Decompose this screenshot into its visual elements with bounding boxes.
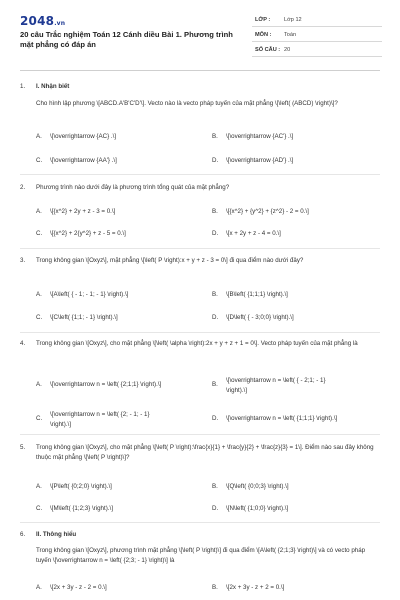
- option-text: \[\overrightarrow n = \left( {2;1;1} \right).\]: [50, 381, 162, 388]
- option-text: \[x + 2y + z - 4 = 0.\]: [226, 230, 281, 237]
- meta-key: LỚP :: [255, 17, 271, 23]
- option-text: \[A\left( { - 1; - 1; - 1} \right).\]: [50, 291, 129, 298]
- question-number: 1.: [20, 83, 26, 90]
- meta-row-grade: [252, 12, 382, 27]
- meta-row-question-count: [252, 42, 382, 57]
- option-label: B.: [212, 381, 218, 388]
- question-number: 4.: [20, 340, 26, 347]
- option-text: \[P\left( {0;2;0} \right).\]: [50, 483, 112, 490]
- option-label: C.: [36, 314, 43, 321]
- question-number: 3.: [20, 257, 26, 264]
- option-text: \[\overrightarrow {AA'} .\]: [50, 157, 117, 164]
- option-label: C.: [36, 157, 43, 164]
- option-text: \[N\left( {1;0;0} \right).\]: [226, 505, 289, 512]
- option-label: D.: [212, 415, 219, 422]
- option-text: \[\overrightarrow {AC} .\]: [50, 133, 117, 140]
- question-text: Phương trình nào dưới đây là phương trình tổng quát của mặt phẳng?: [36, 184, 230, 191]
- meta-value: 20: [284, 47, 291, 53]
- option-label: B.: [212, 291, 218, 298]
- option-label: B.: [212, 483, 218, 490]
- question-text: Trong không gian \[Oxyz\], cho mặt phẳng \[\left( P \right):\frac{x}{1} + \frac{y}{2} + \frac{z}{3} = 1\]. Điểm nào sau đây không thuộc mặt phẳng \[\left( P \right)\]?: [36, 444, 374, 461]
- option-text: \[\overrightarrow {AC'} .\]: [226, 133, 294, 140]
- option-text: \[M\left( {1;2;3} \right).\]: [50, 505, 113, 512]
- option-label: C.: [36, 230, 43, 237]
- option-label: C.: [36, 415, 43, 422]
- option-label: D.: [212, 314, 219, 321]
- header-divider: [20, 70, 380, 71]
- option-label: A.: [36, 483, 42, 490]
- meta-row-subject: [252, 27, 382, 42]
- option-label: B.: [212, 584, 218, 591]
- question-text: Trong không gian \[Oxyz\], mặt phẳng \[\left( P \right):x + y + z - 3 = 0\] đi qua điểm nào dưới đây?: [36, 257, 304, 264]
- question-number: 6.: [20, 531, 26, 538]
- option-label: A.: [36, 291, 42, 298]
- question-divider: [20, 174, 380, 175]
- option-text: \[2x + 3y - z + 2 = 0.\]: [226, 584, 285, 591]
- section-title: I. Nhận biết: [36, 83, 70, 90]
- option-label: A.: [36, 208, 42, 215]
- option-text: \[B\left( {1;1;1} \right).\]: [226, 291, 288, 298]
- site-logo[interactable]: [20, 14, 65, 28]
- option-label: A.: [36, 584, 42, 591]
- question-divider: [20, 522, 380, 523]
- logo-tld: .vn: [54, 20, 66, 27]
- option-text: \[{x^2} + 2{y^2} + z - 5 = 0.\]: [50, 230, 126, 237]
- option-label: D.: [212, 157, 219, 164]
- option-text: \[Q\left( {0;0;3} \right).\]: [226, 483, 289, 490]
- question-divider: [20, 332, 380, 333]
- question-text: Trong không gian \[Oxyz\], cho mặt phẳng \[\left( \alpha \right):2x + y + z + 1 = 0\]. Vecto pháp tuyến của mặt phẳng là: [36, 340, 358, 347]
- question-number: 2.: [20, 184, 26, 191]
- question-divider: [20, 248, 380, 249]
- option-label: D.: [212, 230, 219, 237]
- meta-key: SỐ CÂU :: [255, 47, 281, 53]
- option-text: \[\overrightarrow n = \left( {2; - 1; - 1} \right).\]: [50, 411, 150, 428]
- document-title: 20 câu Trắc nghiệm Toán 12 Cánh diều Bài 1. Phương trình mặt phẳng có đáp án: [20, 30, 233, 49]
- option-label: D.: [212, 505, 219, 512]
- question-1-text: Cho hình lập phương \[ABCD.A'B'C'D'\]. Vecto nào là vecto pháp tuyến của mặt phẳng \[\left( (ABCD) \right)\]?: [36, 100, 338, 107]
- document-meta-table: [252, 12, 382, 57]
- section-title: II. Thông hiểu: [36, 531, 77, 538]
- option-text: \[C\left( {1;1; - 1} \right).\]: [50, 314, 118, 321]
- logo-text: 2048: [20, 14, 55, 28]
- option-label: B.: [212, 208, 218, 215]
- option-text: \[{x^2} + {y^2} + {z^2} - 2 = 0.\]: [226, 208, 309, 215]
- option-label: A.: [36, 381, 42, 388]
- meta-key: MÔN :: [255, 32, 272, 38]
- page-header: [0, 0, 400, 66]
- option-label: A.: [36, 133, 42, 140]
- option-label: C.: [36, 505, 43, 512]
- option-text: \[2x + 3y - z - 2 = 0.\]: [50, 584, 107, 591]
- question-number: 5.: [20, 444, 26, 451]
- option-text: \[\overrightarrow {AD'} .\]: [226, 157, 294, 164]
- option-text: \[{x^2} + 2y + z - 3 = 0.\]: [50, 208, 116, 215]
- option-text: \[D\left( { - 3;0;0} \right).\]: [226, 314, 294, 321]
- question-divider: [20, 434, 380, 435]
- option-label: B.: [212, 133, 218, 140]
- meta-value: Lớp 12: [284, 17, 302, 23]
- option-text: \[\overrightarrow n = \left( {1;1;1} \right).\]: [226, 415, 338, 422]
- meta-value: Toán: [284, 32, 297, 38]
- option-text: \[\overrightarrow n = \left( { - 2;1; - 1} \right).\]: [226, 377, 326, 394]
- question-6-text: Trong không gian \[Oxyz\], phương trình mặt phẳng \[\left( P \right)\] đi qua điểm \[A\left( {2;1;3} \right)\] và có vecto pháp tuyến \[\overrightarrow n = \left( {2;3; - 1} \right)\] là: [36, 547, 366, 564]
